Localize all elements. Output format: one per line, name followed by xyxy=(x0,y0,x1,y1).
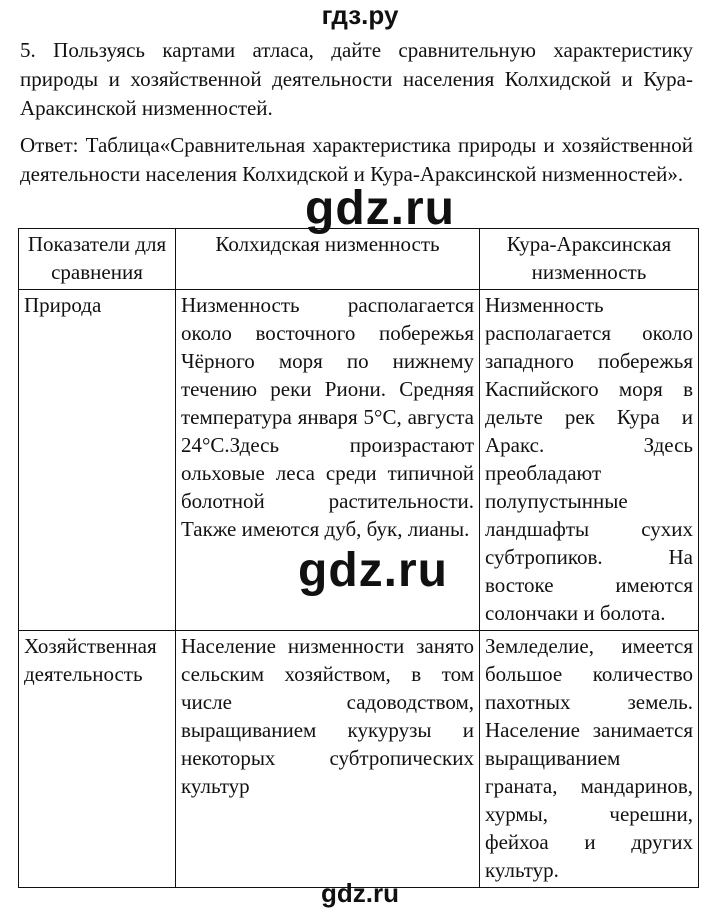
table-header-cell: Показатели для сравнения xyxy=(19,229,176,290)
table-cell-kolkhida: Население низменности занято сельским хозяйством, в том числе садоводством, выращиванием кукурузы и некоторых субтропических культур xyxy=(176,631,480,888)
table-cell-indicator: Хозяйственная деятельность xyxy=(19,631,176,888)
table-header-cell: Кура-Араксинская низменность xyxy=(480,229,699,290)
table-header-row xyxy=(19,229,699,290)
table-cell-kura-araks: Земледелие, имеется большое количество пахотных земель. Население занимается выращиванием граната, мандаринов, хурмы, черешни, фейхоа и других культур. xyxy=(480,631,699,888)
table-header-cell: Колхидская низменность xyxy=(176,229,480,290)
table-cell-kolkhida: Низменность располагается около восточного побережья Чёрного моря по нижнему течению реки Риони. Средняя температура января 5°С, августа 24°С.Здесь произрастают ольховые леса среди типичной болотной растительности. Также имеются дуб, бук, лианы. xyxy=(176,290,480,631)
table-row xyxy=(19,631,699,888)
answer-text: Ответ: Таблица«Сравнительная характеристика природы и хозяйственной деятельности населения Колхидской и Кура-Араксинской низменностей». xyxy=(20,133,693,186)
site-footer: gdz.ru xyxy=(321,878,399,908)
question-text: 5. Пользуясь картами атласа, дайте сравнительную характеристику природы и хозяйственной деятельности населения Колхидской и Кура-Араксинской низменностей. xyxy=(20,38,693,120)
table-cell-indicator: Природа xyxy=(19,290,176,631)
watermark-logo: gdz.ru xyxy=(298,544,448,597)
site-header: гдз.ру xyxy=(321,0,399,30)
watermark-logo: gdz.ru xyxy=(305,182,455,235)
table-cell-kura-araks: Низменность располагается около западного побережья Каспийского моря в дельте рек Кура и Аракс. Здесь преобладают полупустынные ландшафты сухих субтропиков. На востоке имеются солончаки и болота. xyxy=(480,290,699,631)
